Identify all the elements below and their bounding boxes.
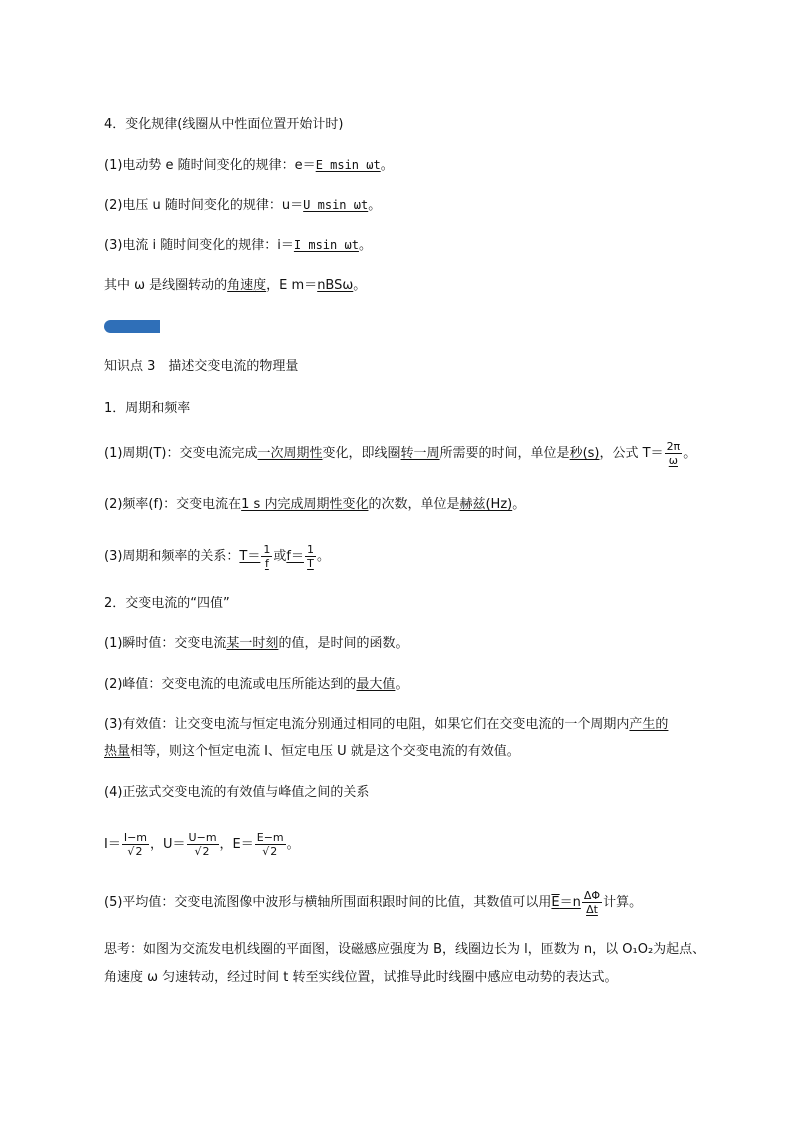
curr-formula: I msin ωt bbox=[293, 238, 359, 252]
current-rule bbox=[104, 236, 372, 255]
frequency-definition bbox=[104, 496, 525, 514]
rel-end: 。 bbox=[286, 837, 300, 852]
effective-value-line2 bbox=[104, 743, 520, 761]
period-freq-heading: 1．周期和频率 bbox=[104, 401, 191, 416]
omega-term: 角速度 bbox=[227, 278, 267, 293]
volt-prefix: (2)电压 u 随时间变化的规律：u＝ bbox=[104, 198, 304, 213]
v5-den: Δt bbox=[586, 903, 598, 916]
emf-formula: E msin ωt bbox=[315, 158, 381, 172]
v5-a: (5)平均值：交变电流图像中波形与横轴所围面积跟时间的比值，其数值可以用 bbox=[104, 895, 552, 910]
p3-fe: f＝ bbox=[286, 549, 304, 564]
p3-frac2-num: 1 bbox=[306, 543, 314, 556]
v5-e: ＝n bbox=[559, 895, 581, 910]
p3-frac1 bbox=[261, 544, 272, 569]
v1-b: 的值，是时间的函数。 bbox=[278, 636, 409, 651]
instantaneous-value bbox=[104, 635, 408, 653]
v1-u: 某一时刻 bbox=[226, 636, 279, 651]
average-value bbox=[104, 890, 642, 915]
p1-u2: 转一周 bbox=[400, 446, 440, 461]
v3-u2: 热量 bbox=[104, 744, 131, 759]
p2-u2: 赫兹(Hz) bbox=[459, 497, 513, 512]
omega-prefix: 其中 ω 是线圈转动的 bbox=[104, 278, 228, 293]
rel-e-num: E−m bbox=[256, 831, 284, 844]
p2-a: (2)频率(f)：交变电流在 bbox=[104, 497, 242, 512]
p2-u1: 1 s 内完成周期性变化 bbox=[241, 497, 369, 512]
v2-a: (2)峰值：交变电流的电流或电压所能达到的 bbox=[104, 677, 357, 692]
section4-heading: 4．变化规律(线圈从中性面位置开始计时) bbox=[104, 117, 344, 132]
emf-rule bbox=[104, 156, 394, 175]
p1-d: ，公式 T＝ bbox=[599, 446, 664, 461]
peak-value bbox=[104, 676, 408, 694]
omega-formula: nBSω bbox=[317, 278, 354, 293]
p1-u1: 一次周期性 bbox=[257, 446, 323, 461]
p3-frac2-den: T bbox=[307, 557, 314, 570]
rel-u-frac bbox=[187, 832, 219, 857]
rel-i-frac bbox=[122, 832, 149, 857]
p1-b: 变化，即线圈 bbox=[322, 446, 401, 461]
volt-end: 。 bbox=[368, 198, 382, 213]
p3-a: (3)周期和频率的关系： bbox=[104, 549, 240, 564]
v5-b: 计算。 bbox=[603, 895, 643, 910]
v2-u: 最大值 bbox=[356, 677, 396, 692]
rel-e: ，E＝ bbox=[219, 837, 254, 852]
emf-prefix: (1)电动势 e 随时间变化的规律：e＝ bbox=[104, 158, 316, 173]
p1-end: 。 bbox=[683, 446, 697, 461]
period-denominator: ω bbox=[668, 454, 678, 467]
omega-line bbox=[104, 277, 366, 295]
sine-relation-heading: (4)正弦式交变电流的有效值与峰值之间的关系 bbox=[104, 785, 370, 800]
curr-prefix: (3)电流 i 随时间变化的规律：i＝ bbox=[104, 238, 294, 253]
v2-end: 。 bbox=[395, 677, 409, 692]
knowledge-point-title: 知识点 3 描述交变电流的物理量 bbox=[104, 359, 299, 374]
rel-i-den: √2 bbox=[127, 845, 143, 858]
four-values-heading: 2．交变电流的“四值” bbox=[104, 596, 230, 611]
period-numerator: 2π bbox=[666, 440, 681, 453]
v5-frac bbox=[582, 890, 602, 915]
rel-e-den: √2 bbox=[262, 845, 278, 858]
p3-frac2 bbox=[305, 544, 316, 569]
curr-end: 。 bbox=[358, 238, 372, 253]
p3-or: 或 bbox=[273, 549, 287, 564]
rel-u-num: U−m bbox=[188, 831, 217, 844]
effective-value-line1 bbox=[104, 716, 668, 734]
v5-num: ΔΦ bbox=[583, 889, 601, 902]
v3-b: 相等，则这个恒定电流 I、恒定电压 U 就是这个交变电流的有效值。 bbox=[130, 744, 520, 759]
p3-end: 。 bbox=[316, 549, 330, 564]
emf-end: 。 bbox=[380, 158, 394, 173]
v1-a: (1)瞬时值：交变电流 bbox=[104, 636, 227, 651]
rel-e-frac bbox=[255, 832, 286, 857]
period-frequency-relation bbox=[104, 544, 330, 569]
v3-a: (3)有效值：让交变电流与恒定电流分别通过相同的电阻，如果它们在交变电流的一个周期内 bbox=[104, 717, 630, 732]
thinking-line2: 角速度 ω 匀速转动，经过时间 t 转至实线位置，试推导此时线圈中感应电动势的表达式。 bbox=[104, 970, 618, 985]
p1-c: 所需要的时间，单位是 bbox=[439, 446, 570, 461]
p3-t: T＝ bbox=[239, 549, 261, 564]
omega-end: 。 bbox=[353, 278, 367, 293]
rel-i-num: I−m bbox=[123, 831, 148, 844]
p1-a: (1)周期(T)：交变电流完成 bbox=[104, 446, 258, 461]
p3-frac1-den: f bbox=[264, 557, 269, 570]
p1-u3: 秒(s) bbox=[569, 446, 600, 461]
p2-end: 。 bbox=[512, 497, 526, 512]
rel-i: I＝ bbox=[104, 837, 121, 852]
p3-frac1-num: 1 bbox=[263, 543, 271, 556]
section-badge bbox=[104, 320, 160, 333]
v3-u1: 产生的 bbox=[629, 717, 669, 732]
effective-peak-formulas bbox=[104, 832, 300, 857]
volt-formula: U msin ωt bbox=[303, 198, 369, 212]
omega-mid: ，E m＝ bbox=[266, 278, 318, 293]
period-fraction bbox=[665, 441, 683, 466]
voltage-rule bbox=[104, 196, 381, 215]
thinking-line1: 思考：如图为交流发电机线圈的平面图，设磁感应强度为 B，线圈边长为 l，匝数为 n，以 O₁O₂为起点、 bbox=[104, 942, 706, 957]
period-definition bbox=[104, 441, 696, 466]
rel-u-den: √2 bbox=[194, 845, 210, 858]
e-bar-symbol: E bbox=[551, 895, 560, 910]
p2-b: 的次数，单位是 bbox=[368, 497, 460, 512]
rel-u: ，U＝ bbox=[150, 837, 186, 852]
